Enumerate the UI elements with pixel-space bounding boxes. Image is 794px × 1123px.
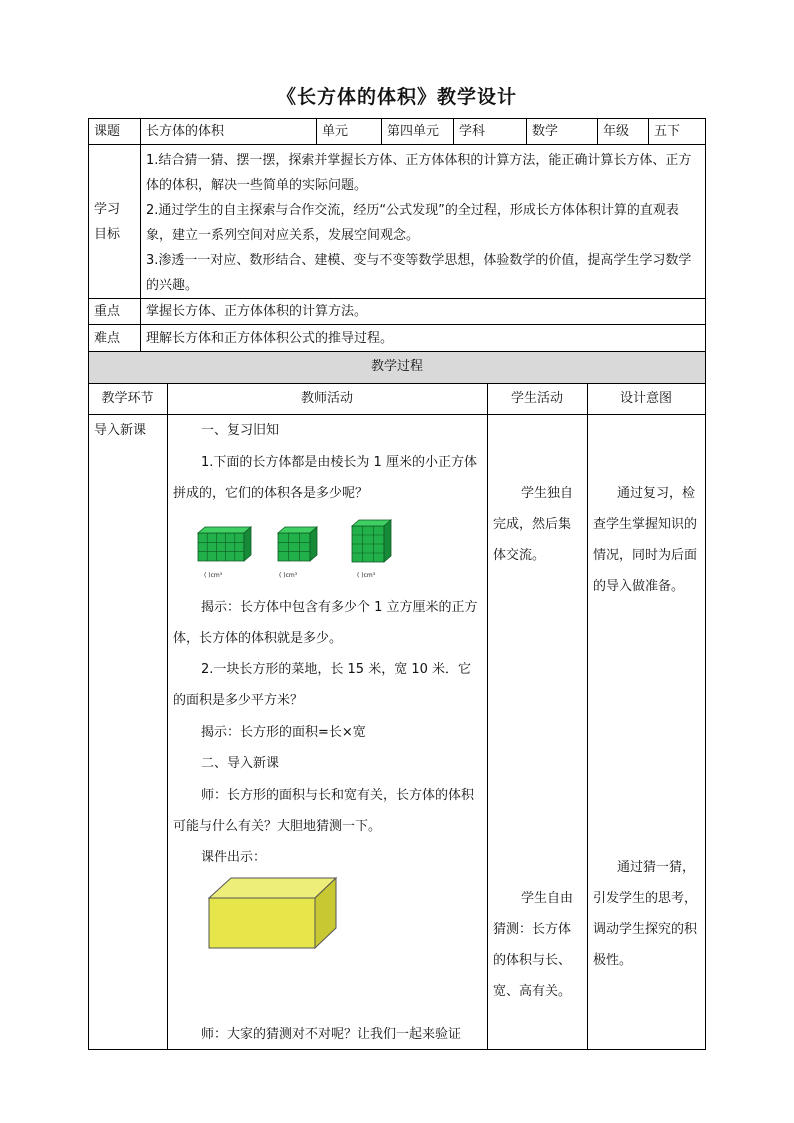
courseware-label: 课件出示：: [201, 850, 267, 865]
review-question-1: 1.下面的长方体都是由棱长为 1 厘米的小正方体拼成的，它们的体积各是多少呢？: [173, 455, 477, 501]
teacher-prompt-1: 师：长方形的面积与长和宽有关，长方体的体积可能与什么有关？大胆地猜测一下。: [173, 788, 475, 834]
student-activity-2: 学生自由猜测：长方体的体积与长、宽、高有关。: [493, 891, 574, 999]
review-question-2: 2.一块长方形的菜地，长 15 米，宽 10 米．它的面积是多少平方米？: [173, 662, 472, 708]
objective-2: 2.通过学生的自主探索与合作交流，经历“公式发现”的全过程，形成长方体体积计算的直观表象，建立一系列空间对应关系，发展空间观念。: [146, 203, 679, 243]
process-header: 教学过程: [370, 359, 423, 374]
col-stage-header: 教学环节: [101, 391, 154, 406]
page-title: 《长方体的体积》教学设计: [276, 86, 517, 108]
design-intent-2: 通过猜一猜，引发学生的思考，调动学生探究的积极性。: [593, 860, 698, 968]
green-prism-1: [198, 527, 251, 561]
col-intent-header: 设计意图: [619, 391, 672, 406]
student-activity-1: 学生独自完成，然后集体交流。: [493, 486, 574, 563]
subject-value: 数学: [532, 124, 559, 139]
objectives-label: 学习: [94, 202, 121, 217]
stage-name: 导入新课: [94, 423, 147, 438]
difficulty-label: 难点: [94, 331, 121, 346]
figure-caption-2: ( )cm³: [279, 572, 298, 579]
unit-label: 单元: [322, 124, 349, 139]
section-review: 一、复习旧知: [201, 423, 280, 438]
col-student-header: 学生活动: [510, 391, 563, 406]
objectives-label-2: 目标: [94, 227, 121, 242]
yellow-cuboid-figure: [205, 876, 340, 952]
unit-cube-figure: [195, 518, 405, 570]
green-prism-3: [352, 520, 391, 562]
grade-label: 年级: [603, 124, 630, 139]
topic-value: 长方体的体积: [146, 124, 225, 139]
key-point-label: 重点: [94, 304, 121, 319]
review-reveal-2: 揭示：长方形的面积=长×宽: [201, 725, 366, 740]
objective-3: 3.渗透一一对应、数形结合、建模、变与不变等数学思想，体验数学的价值，提高学生学习数学的兴趣。: [146, 253, 692, 293]
figure-caption-3: ( )cm³: [357, 572, 376, 579]
objective-1: 1.结合猜一猜、摆一摆，探索并掌握长方体、正方体体积的计算方法，能正确计算长方体、正方体的体积，解决一些简单的实际问题。: [146, 153, 692, 193]
subject-label: 学科: [459, 124, 486, 139]
design-intent-1: 通过复习，检查学生掌握知识的情况，同时为后面的导入做准备。: [593, 486, 698, 594]
teacher-prompt-2: 师：大家的猜测对不对呢？让我们一起来验证: [201, 1027, 462, 1042]
topic-label: 课题: [94, 124, 121, 139]
unit-value: 第四单元: [387, 124, 440, 139]
review-reveal-1: 揭示：长方体中包含有多少个 1 立方厘米的正方体，长方体的体积就是多少。: [173, 600, 478, 646]
col-teacher-header: 教师活动: [300, 391, 353, 406]
key-point-value: 掌握长方体、正方体体积的计算方法。: [146, 304, 368, 319]
green-prism-2: [278, 527, 317, 561]
section-intro: 二、导入新课: [201, 756, 280, 771]
figure-caption-1: ( )cm³: [204, 572, 223, 579]
difficulty-value: 理解长方体和正方体体积公式的推导过程。: [146, 331, 394, 346]
grade-value: 五下: [654, 124, 681, 139]
